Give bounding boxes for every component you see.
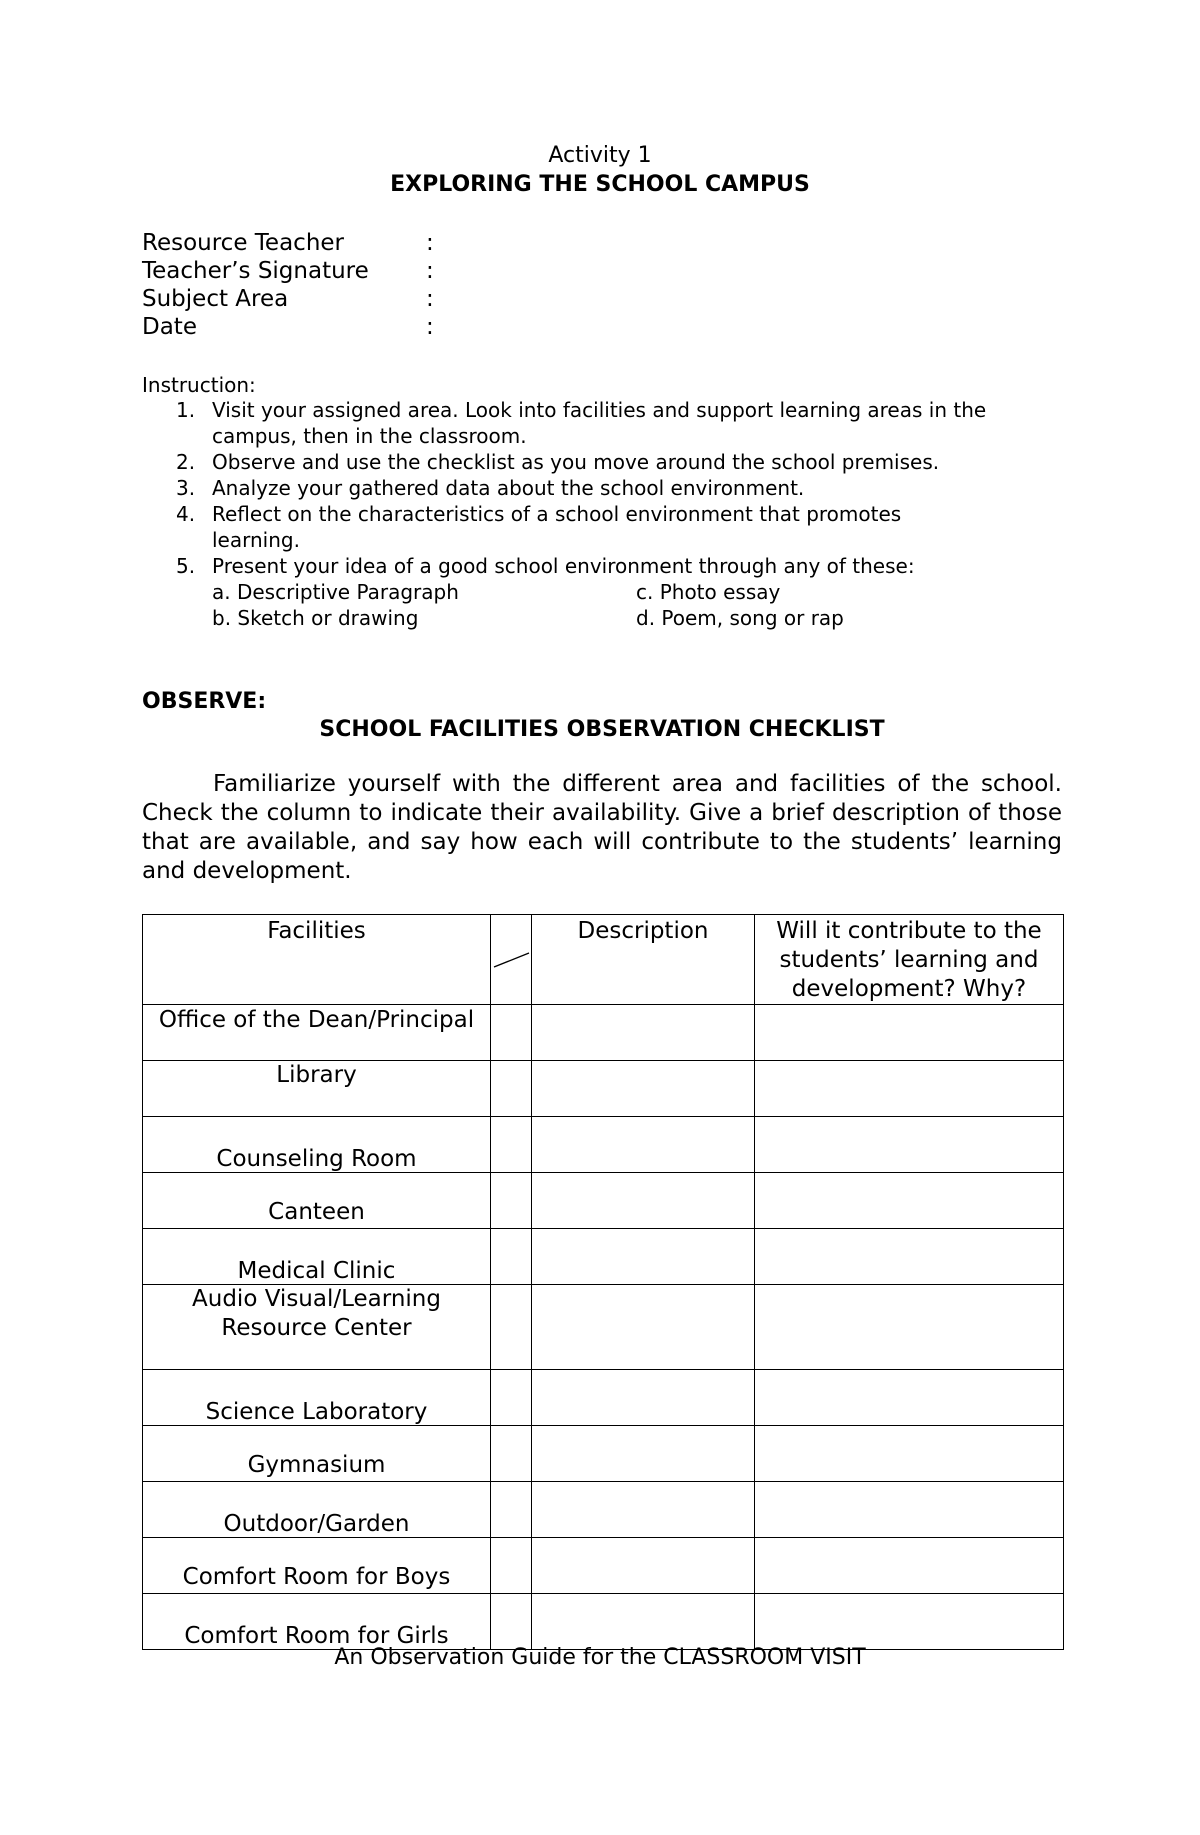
availability-check-cell[interactable] <box>491 1482 532 1538</box>
description-cell[interactable] <box>532 1370 755 1426</box>
availability-check-cell[interactable] <box>491 1370 532 1426</box>
facility-name: Outdoor/Garden <box>223 1511 410 1537</box>
table-row <box>143 1061 1064 1117</box>
facility-name: Office of the Dean/Principal <box>158 1007 475 1033</box>
activity-title: EXPLORING THE SCHOOL CAMPUS <box>390 172 810 197</box>
table-row <box>143 1005 1064 1061</box>
availability-check-cell[interactable] <box>491 1173 532 1229</box>
instruction-number: 1. <box>176 398 196 422</box>
instruction-number: 3. <box>176 476 196 500</box>
description-cell[interactable] <box>532 1117 755 1173</box>
facility-name: Counseling Room <box>216 1146 417 1172</box>
instruction-number: 2. <box>176 450 196 474</box>
facility-name-cell <box>143 1482 491 1538</box>
availability-check-cell[interactable] <box>491 1117 532 1173</box>
field-label-subject-area: Subject Area <box>142 286 289 312</box>
column-header-contribution: Will it contribute to the students’ learning and development? Why? <box>755 915 1064 1005</box>
facility-name-cell <box>143 1173 491 1229</box>
facility-name-cell <box>143 1229 491 1285</box>
facilities-checklist-table <box>142 914 1064 1650</box>
option-item: d. Poem, song or rap <box>636 606 844 630</box>
facility-name: Gymnasium <box>247 1452 386 1478</box>
table-row <box>143 1285 1064 1370</box>
field-label-resource-teacher: Resource Teacher <box>142 230 345 256</box>
description-cell[interactable] <box>532 1229 755 1285</box>
option-item: b. Sketch or drawing <box>212 606 419 630</box>
instruction-line: Reflect on the characteristics of a school environment that promotes <box>212 502 902 526</box>
availability-check-cell[interactable] <box>491 1426 532 1482</box>
facility-name-cell <box>143 1005 491 1061</box>
contribution-cell[interactable] <box>755 1229 1064 1285</box>
description-cell[interactable] <box>532 1285 755 1370</box>
facility-name-cell <box>143 1285 491 1370</box>
table-row <box>143 1173 1064 1229</box>
column-header-facilities: Facilities <box>143 915 491 1005</box>
field-label-date: Date <box>142 314 197 340</box>
column-header-description: Description <box>532 915 755 1005</box>
availability-check-cell[interactable] <box>491 1005 532 1061</box>
field-colon: : <box>426 314 434 340</box>
facility-name: Medical Clinic <box>237 1258 396 1284</box>
instruction-line: Present your idea of a good school environment through any of these: <box>212 554 915 578</box>
availability-check-cell[interactable] <box>491 1538 532 1594</box>
table-row <box>143 1426 1064 1482</box>
facility-name: Canteen <box>268 1199 365 1225</box>
checklist-title: SCHOOL FACILITIES OBSERVATION CHECKLIST <box>319 717 885 742</box>
description-cell[interactable] <box>532 1594 755 1650</box>
facility-name-cell <box>143 1117 491 1173</box>
availability-check-cell[interactable] <box>491 1594 532 1650</box>
contribution-cell[interactable] <box>755 1005 1064 1061</box>
description-cell[interactable] <box>532 1482 755 1538</box>
instruction-line: campus, then in the classroom. <box>212 424 527 448</box>
instruction-line: learning. <box>212 528 300 552</box>
instruction-line: Analyze your gathered data about the school environment. <box>212 476 805 500</box>
table-row <box>143 1117 1064 1173</box>
table-row <box>143 1229 1064 1285</box>
contribution-cell[interactable] <box>755 1538 1064 1594</box>
contribution-cell[interactable] <box>755 1285 1064 1370</box>
field-label-teacher-signature: Teacher’s Signature <box>142 258 369 284</box>
contribution-cell[interactable] <box>755 1594 1064 1650</box>
facility-name-cell <box>143 1594 491 1650</box>
instruction-number: 5. <box>176 554 196 578</box>
field-colon: : <box>426 258 434 284</box>
activity-number: Activity 1 <box>548 143 652 168</box>
footer-caption: An Observation Guide for the CLASSROOM VISIT <box>334 1645 866 1670</box>
contribution-cell[interactable] <box>755 1482 1064 1538</box>
facility-name: Comfort Room for Boys <box>182 1564 451 1590</box>
instruction-line: Observe and use the checklist as you move around the school premises. <box>212 450 940 474</box>
table-row <box>143 1482 1064 1538</box>
contribution-cell[interactable] <box>755 1117 1064 1173</box>
availability-check-cell[interactable] <box>491 1229 532 1285</box>
table-row <box>143 1594 1064 1650</box>
facility-name-cell <box>143 1538 491 1594</box>
description-cell[interactable] <box>532 1061 755 1117</box>
availability-check-cell[interactable] <box>491 1285 532 1370</box>
facility-name: Audio Visual/Learning Resource Center <box>192 1286 441 1341</box>
option-item: c. Photo essay <box>636 580 781 604</box>
availability-check-cell[interactable] <box>491 1061 532 1117</box>
table-row <box>143 1538 1064 1594</box>
observe-label: OBSERVE: <box>142 689 267 714</box>
description-cell[interactable] <box>532 1173 755 1229</box>
facility-name: Science Laboratory <box>205 1399 428 1425</box>
contribution-cell[interactable] <box>755 1426 1064 1482</box>
contribution-cell[interactable] <box>755 1173 1064 1229</box>
check-mark-icon <box>491 915 532 1001</box>
facility-name-cell <box>143 1426 491 1482</box>
contribution-cell[interactable] <box>755 1061 1064 1117</box>
contribution-cell[interactable] <box>755 1370 1064 1426</box>
instruction-line: Visit your assigned area. Look into facilities and support learning areas in the <box>212 398 987 422</box>
instruction-heading: Instruction: <box>142 373 256 397</box>
field-colon: : <box>426 230 434 256</box>
description-cell[interactable] <box>532 1538 755 1594</box>
description-cell[interactable] <box>532 1005 755 1061</box>
description-cell[interactable] <box>532 1426 755 1482</box>
field-colon: : <box>426 286 434 312</box>
instruction-number: 4. <box>176 502 196 526</box>
facility-name: Comfort Room for Girls <box>184 1623 449 1649</box>
facility-name: Library <box>276 1062 357 1088</box>
table-row <box>143 1370 1064 1426</box>
column-header-check <box>491 915 532 1005</box>
facility-name-cell <box>143 1061 491 1117</box>
observe-paragraph: Familiarize yourself with the different area and facilities of the school. Check the column to indicate their availability. Give a brief description of those that are available, and say how each will contribute to the students’ learning and development. <box>142 771 1062 884</box>
table-header-row <box>143 915 1064 1005</box>
facility-name-cell <box>143 1370 491 1426</box>
option-item: a. Descriptive Paragraph <box>212 580 459 604</box>
